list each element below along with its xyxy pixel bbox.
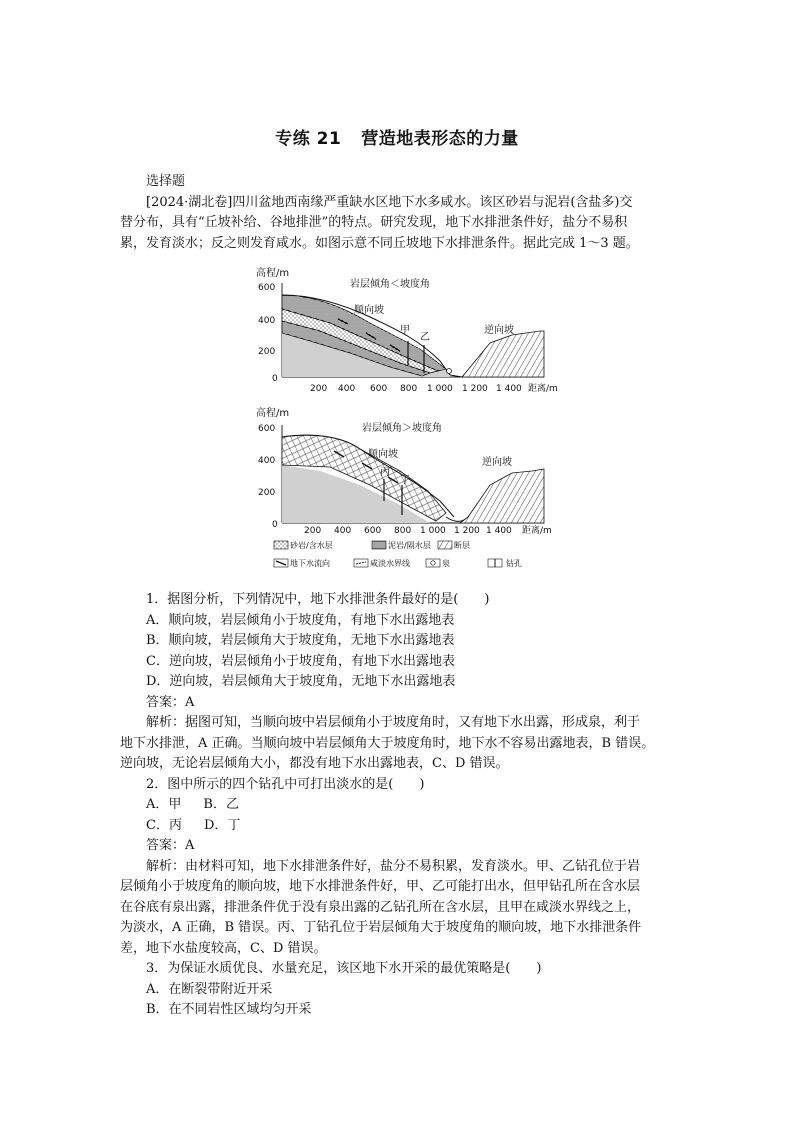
top-ytick: 200 (258, 347, 276, 357)
legend-label: 砂岩/含水层 (290, 541, 333, 550)
well-bing-label: 丙 (380, 467, 390, 478)
bottom-xtick: 1 200 (454, 526, 480, 536)
top-yticks (258, 283, 278, 384)
legend-spring-icon (431, 561, 435, 565)
top-xtick: 800 (400, 384, 418, 394)
top-ylabel: 高程/m (256, 268, 290, 279)
title-name: 营造地表形态的力量 (361, 129, 519, 149)
top-xlabel: 距离/m (528, 384, 558, 394)
bottom-xtick: 1 400 (486, 526, 512, 536)
q2-answer: 答案：A (146, 838, 195, 853)
well-ding-label: 丁 (400, 475, 410, 486)
bottom-slope-down: 顺向坡 (368, 449, 398, 460)
top-xtick: 1 200 (462, 384, 488, 394)
legend-label: 泥岩/隔水层 (388, 541, 431, 550)
intro-block (120, 172, 676, 254)
bottom-ytick: 0 (272, 520, 278, 530)
q1-analysis: 逆向坡，无论岩层倾角大小，都没有地下水出露地表，C、D 错误。 (120, 756, 509, 771)
q2-analysis: 层倾角小于坡度角的顺向坡，地下水排泄条件好，甲、乙可能打出水，但甲钻孔所在含水层 (120, 879, 641, 894)
top-xtick: 200 (310, 384, 328, 394)
q2-analysis: 解析：由材料可知，地下水排泄条件好，盐分不易积累，发育淡水。甲、乙钻孔位于岩 (146, 858, 641, 874)
legend-label: 断层 (454, 541, 470, 550)
q1-option: A．顺向坡，岩层倾角小于坡度角，有地下水出露地表 (146, 612, 455, 628)
page-title (0, 124, 794, 149)
bottom-ytick: 400 (258, 456, 276, 466)
q1-answer: 答案：A (146, 694, 195, 710)
bottom-ytick: 600 (258, 424, 276, 434)
legend-label: 钻孔 (506, 559, 522, 568)
top-xtick: 400 (338, 384, 356, 394)
section-heading: 选择题 (146, 174, 186, 189)
legend-label: 地下水流向 (290, 559, 330, 568)
bottom-xtick: 200 (304, 526, 322, 536)
bottom-xticks (304, 524, 552, 536)
top-slope-up: 逆向坡 (484, 325, 514, 336)
bottom-ytick: 200 (258, 488, 276, 498)
bottom-xtick: 400 (334, 526, 352, 536)
q1-option: C．逆向坡，岩层倾角小于坡度角，有地下水出露地表 (146, 653, 455, 669)
top-xtick: 600 (370, 384, 388, 394)
bottom-condition: 岩层倾角＞坡度角 (362, 423, 442, 434)
q2-options-row (120, 795, 676, 816)
legend (274, 540, 522, 568)
q2-option: C．丙 (146, 817, 182, 833)
q1-option: B．顺向坡，岩层倾角大于坡度角，无地下水出露地表 (146, 633, 455, 648)
legend-sandstone-icon (274, 541, 288, 549)
top-ytick: 400 (258, 316, 276, 326)
geology-figure (250, 265, 580, 580)
top-xtick: 1 000 (427, 384, 453, 394)
q2-options-row (120, 816, 676, 837)
spring-icon (447, 369, 452, 374)
bottom-panel (256, 406, 552, 536)
top-panel (256, 266, 558, 394)
q2-analysis: 差，地下水盐度较高，C、D 错误。 (120, 940, 327, 956)
q2-analysis: 为淡水，A 正确，B 错误。丙、丁钻孔位于岩层倾角大于坡度角的顺向坡，地下水排泄条件 (120, 920, 642, 935)
well-jia-label: 甲 (400, 325, 410, 336)
top-xticks (310, 382, 558, 394)
q1-stem: 1．据图分析，下列情况中，地下水排泄条件最好的是( ) (146, 592, 490, 607)
q2-analysis: 在谷底有泉出露，排泄条件优于没有泉出露的乙钻孔所在含水层，且甲在咸淡水界线之上， (120, 899, 641, 915)
bottom-ylabel: 高程/m (256, 408, 290, 419)
bottom-xtick: 600 (364, 526, 382, 536)
q2-option: A．甲 (146, 797, 182, 812)
legend-label: 咸淡水界线 (370, 559, 410, 568)
q1-analysis: 解析：据图可知，当顺向坡中岩层倾角小于坡度角时，又有地下水出露，形成泉，利于 (146, 715, 641, 730)
top-ytick: 0 (272, 374, 278, 384)
q3-option: B．在不同岩性区域均匀开采 (146, 1002, 312, 1017)
q3-stem: 3．为保证水质优良、水量充足，该区地下水开采的最优策略是( ) (146, 961, 542, 976)
legend-mudstone-icon (372, 541, 386, 549)
intro-line: 累，发育淡水；反之则发育咸水。如图示意不同丘坡地下水排泄条件。据此完成 1～3 题。 (120, 235, 639, 251)
well-yi-label: 乙 (420, 332, 430, 343)
top-xtick: 1 400 (496, 384, 522, 394)
bottom-slope-up: 逆向坡 (482, 457, 512, 468)
q2-option: B．乙 (203, 797, 239, 812)
title-number: 专练 21 (275, 129, 342, 149)
q1-option: D．逆向坡，岩层倾角大于坡度角，无地下水出露地表 (146, 674, 456, 689)
bottom-xlabel: 距离/m (522, 526, 552, 536)
intro-line: [2024·湖北卷]四川盆地西南缘严重缺水区地下水多咸水。该区砂岩与泥岩(含盐多)交 (146, 194, 633, 210)
top-slope-down: 顺向坡 (354, 305, 384, 316)
bottom-xtick: 1 000 (420, 526, 446, 536)
q1-analysis: 地下水排泄，A 正确。当顺向坡中岩层倾角大于坡度角时，地下水不容易出露地表，B 错误。 (120, 735, 655, 751)
top-ytick: 600 (258, 283, 276, 293)
bottom-xtick: 800 (394, 526, 412, 536)
top-condition: 岩层倾角＜坡度角 (350, 279, 430, 290)
bottom-yticks (258, 424, 278, 530)
q2-option: D．丁 (203, 817, 241, 833)
legend-fault-icon (438, 541, 452, 549)
questions-block (120, 590, 676, 1021)
legend-label: 泉 (442, 559, 450, 568)
q2-stem: 2．图中所示的四个钻孔中可打出淡水的是( ) (146, 776, 425, 792)
q3-option: A．在断裂带附近开采 (146, 981, 273, 997)
intro-line: 替分布，具有“丘坡补给、谷地排泄”的特点。研究发现，地下水排泄条件好，盐分不易积 (120, 215, 628, 230)
